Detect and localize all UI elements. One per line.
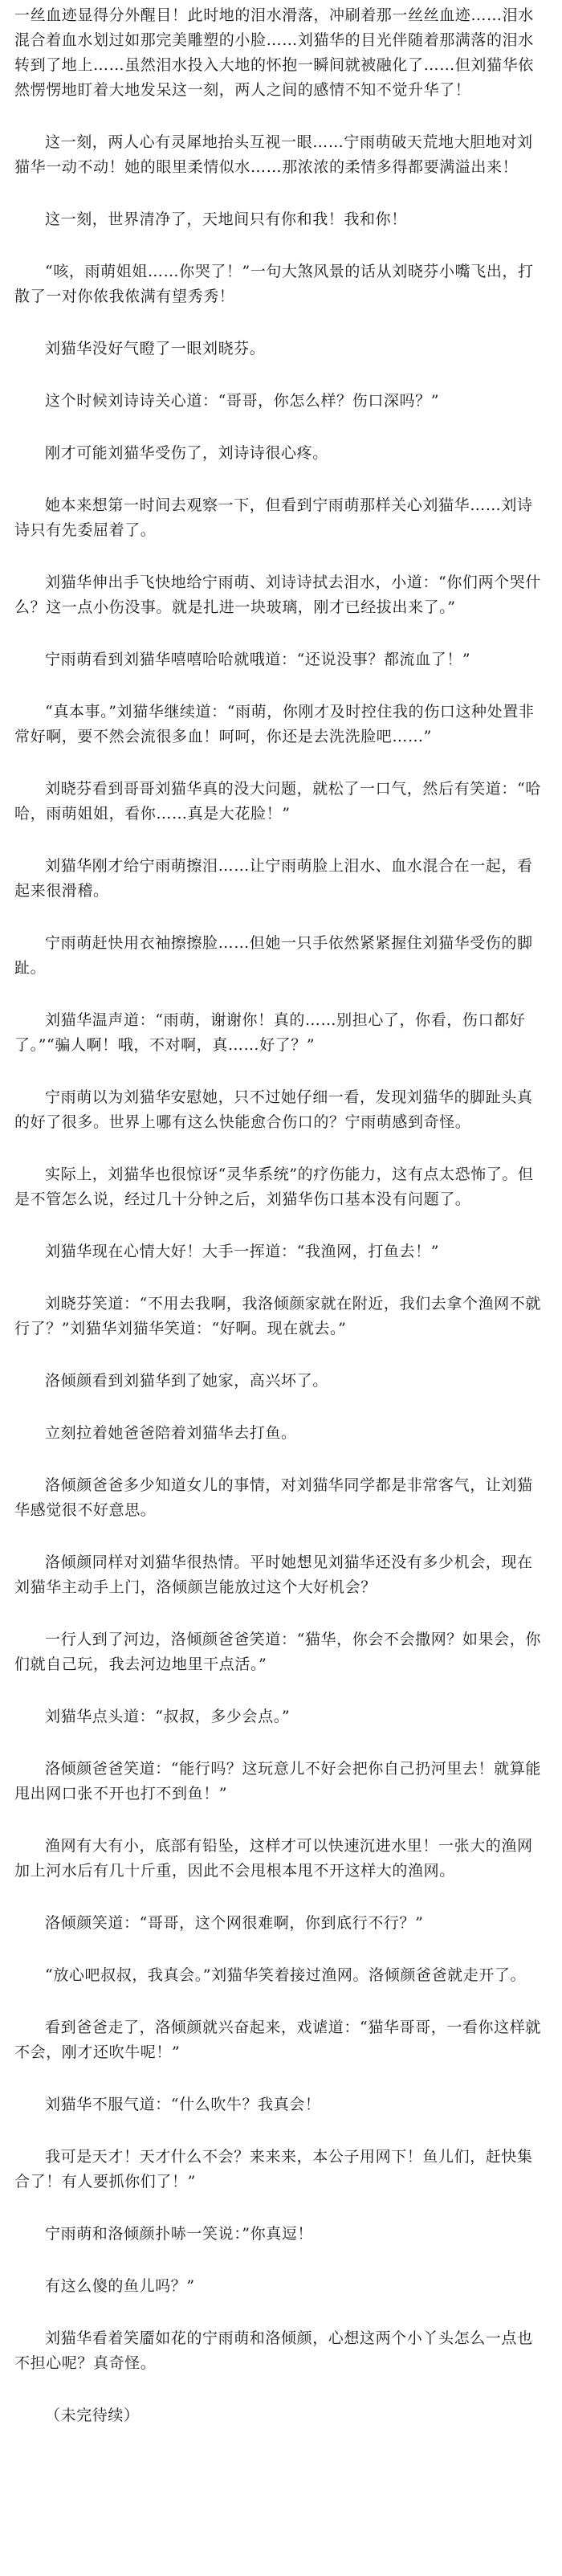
paragraph: 刘猫华不服气道：“什么吹牛？我真会！: [45, 2096, 321, 2113]
paragraph: 一丝血迹显得分外醒目！此时地的泪水滑落，冲刷着那一丝丝血迹……泪水混合着血水划过如那完美雕塑的小脸……刘猫华的目光伴随着那满落的泪水转到了地上……虽然泪水投入大地的怀抱一瞬间就被融化了……但刘猫华依然愣愣地盯着大地发呆这一刻，两人之间的感情不知不觉升华了！: [14, 6, 534, 99]
paragraph: 她本来想第一时间去观察一下，但看到宁雨萌那样关心刘猫华……刘诗诗只有先委屈着了。: [14, 496, 533, 539]
paragraph: 立刻拉着她爸爸陪着刘猫华去打鱼。: [45, 1424, 297, 1442]
paragraph: 刘猫华没好气瞪了一眼刘晓芬。: [45, 340, 266, 357]
paragraph: 刘猫华温声道：“雨萌，谢谢你！真的……别担心了，你看，伤口都好了。”“骗人啊！哦，不对啊，真……好了？”: [14, 1011, 526, 1054]
paragraph: “真本事。”刘猫华继续道：“雨萌，你刚才及时控住我的伤口这种处置非常好啊，要不然会流很多血！呵呵，你还是去洗洗脸吧……”: [14, 703, 535, 745]
paragraph: 宁雨萌和洛倾颜扑哧一笑说：”你真逗！: [45, 2225, 314, 2243]
paragraph: 渔网有大有小，底部有铅坠，这样才可以快速沉进水里！一张大的渔网加上河水后有几十斤重，因此不会甩根本甩不开这样大的渔网。: [14, 1837, 533, 1880]
to-be-continued-note: （未完待续）: [45, 2407, 140, 2424]
paragraph: 刘猫华现在心情大好！大手一挥道：“我渔网，打鱼去！”: [45, 1243, 440, 1260]
paragraph: 刘猫华伸出手飞快地给宁雨萌、刘诗诗拭去泪水，小道：“你们两个哭什么？这一点小伤没事。就是扎进一块玻璃，刚才已经拔出来了。”: [14, 574, 541, 616]
paragraph: “放心吧叔叔，我真会。”刘猫华笑着接过渔网。洛倾颜爸爸就走开了。: [45, 1966, 527, 1984]
paragraph: 这一刻，两人心有灵犀地抬头互视一眼……宁雨萌破天荒地大胆地对刘猫华一动不动！她的眼里柔情似水……那浓浓的柔情多得都要满溢出来！: [14, 133, 533, 176]
paragraph: 宁雨萌看到刘猫华嘻嘻哈哈就哦道：“还说没事？都流血了！”: [45, 651, 471, 668]
paragraph: 洛倾颜同样对刘猫华很热情。平时她想见刘猫华还没有多少机会，现在刘猫华主动手上门，洛倾颜岂能放过这个大好机会？: [14, 1553, 533, 1596]
paragraph: 看到爸爸走了，洛倾颜就兴奋起来，戏谑道：“猫华哥哥，一看你这样就不会，刚才还吹牛呢！”: [14, 2019, 541, 2061]
paragraph: 实际上，刘猫华也很惊讶“灵华系统”的疗伤能力，这有点太恐怖了。但是不管怎么说，经过几十分钟之后，刘猫华伤口基本没有问题了。: [14, 1166, 534, 1208]
paragraph: 刘晓芬笑道：“不用去我啊，我洛倾颜家就在附近，我们去拿个渔网不就行了？”刘猫华刘猫华笑道：“好啊。现在就去。”: [14, 1295, 541, 1337]
paragraph: 洛倾颜爸爸笑道：“能行吗？这玩意儿不好会把你自己扔河里去！就算能甩出网口张不开也打不到鱼！”: [14, 1760, 541, 1802]
paragraph: 洛倾颜爸爸多少知道女儿的事情，对刘猫华同学都是非常客气，让刘猫华感觉很不好意思。: [14, 1476, 533, 1519]
paragraph: 洛倾颜看到刘猫华到了她家，高兴坏了。: [45, 1372, 328, 1390]
paragraph: 洛倾颜笑道：“哥哥，这个网很难啊，你到底行不行？”: [45, 1914, 424, 1932]
paragraph: 刘猫华点头道：“叔叔，多少会点。”: [45, 1708, 291, 1725]
paragraph: 这个时候刘诗诗关心道：“哥哥，你怎么样？伤口深吗？”: [45, 392, 440, 410]
paragraph: “咳，雨萌姐姐……你哭了！”一句大煞风景的话从刘晓芬小嘴飞出，打散了一对你侬我侬满有望秀秀！: [14, 263, 534, 305]
paragraph: 有这么傻的鱼儿吗？”: [45, 2277, 195, 2295]
paragraph: 宁雨萌以为刘猫华安慰她，只不过她仔细一看，发现刘猫华的脚趾头真的好了很多。世界上哪有这么快能愈合伤口的？宁雨萌感到奇怪。: [14, 1088, 533, 1131]
paragraph: 刘猫华看着笑靥如花的宁雨萌和洛倾颜，心想这两个小丫头怎么一点也不担心呢？真奇怪。: [14, 2329, 533, 2372]
paragraph: 刘猫华刚才给宁雨萌擦泪……让宁雨萌脸上泪水、血水混合在一起，看起来很滑稽。: [14, 857, 533, 900]
paragraph: 我可是天才！天才什么不会？来来来，本公子用网下！鱼儿们，赶快集合了！有人要抓你们了！”: [14, 2148, 533, 2190]
paragraph: 这一刻，世界清净了，天地间只有你和我！我和你！: [45, 210, 407, 228]
paragraph: 宁雨萌赶快用衣袖擦擦脸……但她一只手依然紧紧握住刘猫华受伤的脚趾。: [14, 934, 533, 977]
paragraph: 刚才可能刘猫华受伤了，刘诗诗很心疼。: [45, 444, 328, 462]
paragraph: 刘晓芬看到哥哥刘猫华真的没大问题，就松了一口气，然后有笑道：“哈哈，雨萌姐姐，看你……真是大花脸！”: [14, 780, 541, 823]
paragraph: 一行人到了河边，洛倾颜爸爸笑道：“猫华，你会不会撒网？如果会，你们就自己玩，我去河边地里干点活。”: [14, 1631, 541, 1673]
